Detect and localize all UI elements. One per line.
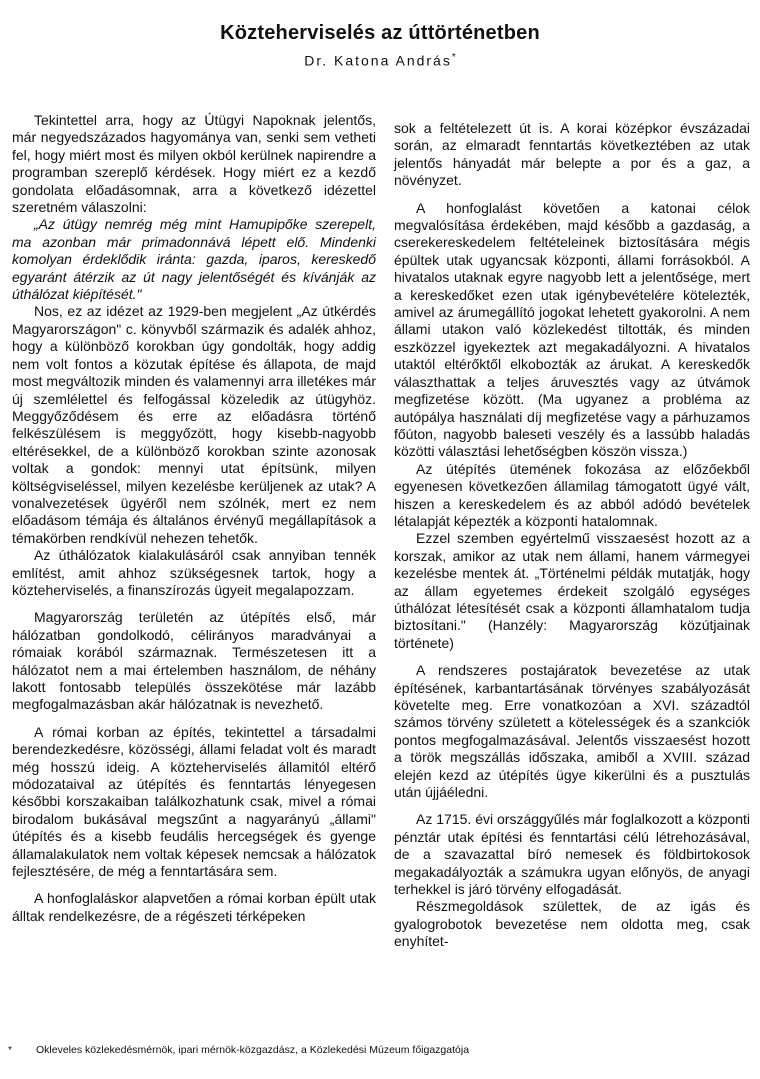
paragraph: Az úthálózatok kialakulásáról csak annyiban tennék említést, amit ahhoz szükségesnek tartok, hogy a közteherviselés, a finanszírozás ügyeit megalapozzam. — [12, 547, 376, 598]
left-column — [12, 112, 376, 925]
footnote-mark: * — [8, 1044, 13, 1056]
footnote — [8, 1043, 748, 1057]
paragraph: Az 1715. évi országgyűlés már foglalkozott a központi pénztár utak építési és fenntartási célú létrehozásával, de a szavazattal bíró nemesek és földbirtokosok megakadályozták a számukra ugyan előnyös, de anyagi terhekkel is járó törvény elfogadását. — [394, 811, 750, 898]
paragraph: sok a feltételezett út is. A korai középkor évszázadai során, az elmaradt fenntartás következtében az utak jelentős hányadát már belepte a por és a gaz, a növényzet. — [394, 120, 750, 189]
article-title: Közteherviselés az úttörténetben — [220, 22, 540, 44]
paragraph: Ezzel szemben egyértelmű visszaesést hozott az a korszak, amikor az utak nem állami, hanem vármegyei kezelésbe mentek át. „Történelmi példák mutatják, hogy az állam egyetemes érdekeit szolgáló egységes úthálózat létesítését csak a központi államhatalom tudja biztosítani." (Hanzély: Magyarország közútjainak története) — [394, 530, 750, 651]
article-author — [0, 48, 760, 71]
author-footnote-mark: * — [451, 52, 456, 63]
paragraph: A rendszeres postajáratok bevezetése az utak építésének, karbantartásának törvényes szabályozását követelte meg. Erre vonatkozóan a XVI. századtól számos törvény született a kötelességek és a szankciók pontos megfogalmazásával. Jelentős visszaesést hozott a török megszállás időszaka, amiből a XVIII. század elején kezd az útépítés ügye kikerülni és a pusztulás után újjáéledni. — [394, 662, 750, 801]
footnote-text: Okleveles közlekedésmérnök, ipari mérnök-közgazdász, a Közlekedési Múzeum főigazgatója — [36, 1044, 470, 1056]
right-column — [394, 120, 750, 951]
paragraph: Tekintettel arra, hogy az Útügyi Napoknak jelentős, már negyedszázados hagyománya van, senki sem vetheti fel, hogy miért most és milyen okból kerülnek napirendre a programban szereplő kérdések. Hogy miért ez a kezdő gondolata előadásomnak, arra a következő idézettel szeretném válaszolni: — [12, 112, 376, 216]
article-header — [0, 20, 760, 71]
paragraph: A római korban az építés, tekintettel a társadalmi berendezkedésre, közösségi, állami feladat volt és maradt még hosszú ideig. A közteherviselés államitól eltérő módozataival az útépítés és fenntartás lényegesen későbbi korszakaiban találkozhatunk csak, mivel a római birodalom bukásával megszűnt a nagyarányú „állami" útépítés és a kisebb feudális hercegségek és gyenge államalakulatok nem voltak képesek nemcsak a hálózatok fejlesztésére, de még a fenntartására sem. — [12, 723, 376, 880]
paragraph: Magyarország területén az útépítés első, már hálózatban gondolkodó, célirányos maradványai a rómaiak korából származnak. Természetesen itt a hálózatot nem a mai értelemben használom, de néhány lakott fontosabb település összekötése már lazább megfogalmazásban akár hálózatnak is nevezhető. — [12, 609, 376, 713]
paragraph: Az útépítés ütemének fokozása az előzőekből egyenesen következően államilag támogatott ügyé vált, hiszen a kereskedelem és az abból adódó bevételek létalapját képezték a központi hatalomnak. — [394, 460, 750, 529]
paragraph: A honfoglaláskor alapvetően a római korban épült utak álltak rendelkezésre, de a régészeti térképeken — [12, 890, 376, 924]
paragraph: Nos, ez az idézet az 1929-ben megjelent „Az útkérdés Magyarországon" c. könyvből származik és adalék ahhoz, hogy a különböző korokban úgy gondolták, hogy addig nem volt fontos a közutak építése és állapota, de majd most megváltozik minden és valamennyi arra illetékes már új szemlélettel és felfogással közeledik az útügyhöz. Meggyőződésem és erre az előadásra történő felkészülésem is meggyőzött, hogy kisebb-nagyobb eltérésekkel, de a különböző korokban szinte azonosak voltak a gondok: mennyi utat építsünk, milyen költségviseléssel, milyen kezelésbe kerüljenek az utak? A vonalvezetések ügyéről nem szólnék, mert ez nem előadásom témája és általános érvényű megállapítások a témakörben rendkívül nehezen tehetők. — [12, 303, 376, 546]
quote-paragraph: „Az útügy nemrég még mint Hamupipőke szerepelt, ma azonban már primadonnává lépett elő. Mindenki komolyan érdeklődik iránta: gazda, iparos, kereskedő egyaránt átérzik az út nagy jelentőségét és kívánják az úthálózat kiépítését." — [12, 216, 376, 303]
paragraph: A honfoglalást követően a katonai célok megvalósítása érdekében, majd később a gazdaság, a cserekereskedelem feltételeinek biztosítására mégis épültek utak ugyancsak központi, állami forrásokból. A hivatalos utaknak egyre nagyobb lett a jelentősége, mert a kereskedőket ezen utak igénybevételére kötelezték, amivel az árumegállító jogokat lehetett gyakorolni. A nem állami utakon való közlekedést tiltották, és minden eszközzel igyekeztek azt megakadályozni. A hivatalos utaktól eltérőktől elkobozták az árukat. A kereskedők választhattak a teljes áruvesztés vagy az útvámok megfizetése között. (Ma ugyanez a probléma az autópálya használati díj megfizetése vagy a párhuzamos főúton, nagyobb baleseti veszély és a lassúbb haladás közötti választási lehetőségben köszön vissza.) — [394, 199, 750, 460]
author-name: Dr. Katona András — [304, 52, 452, 69]
paragraph: Részmegoldások születtek, de az igás és gyalogrobotok bevezetése nem oldotta meg, csak enyhítet- — [394, 898, 750, 950]
